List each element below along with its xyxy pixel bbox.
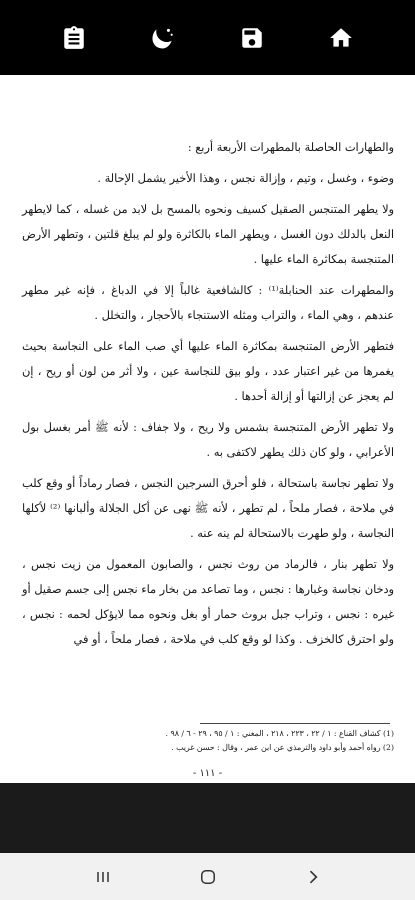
- moon-icon: [150, 25, 176, 51]
- clipboard-icon: [61, 25, 87, 51]
- paragraph: والطهارات الحاصلة بالمطهرات الأربعة أربع :: [187, 141, 394, 154]
- paragraph: والمطهرات عند الحنابلة⁽¹⁾ : كالشافعية غالباً إلا في الدباغ ، فإنه غير مطهر عندهم ، وهي الماء ، والتراب ومثله الاستنجاء بالأحجار ، والتخلل .: [22, 284, 394, 322]
- home-circle-icon: [198, 867, 218, 887]
- paragraph: وضوء ، وغسل ، وتيم ، وإزالة نجس ، وهذا الأخير يشمل الإحالة .: [97, 172, 394, 185]
- home-icon: [328, 25, 354, 51]
- paragraph: ولا يطهر المتنجس الصقيل كسيف ونحوه بالمسح بل لابد من غسله ، كما لايطهر النعل بالدلك دون الغسل ، ويطهر الماء بالكاثرة ولو لم يبلغ قلتين ، وتطهر الأرض المتنجسة بمكاثرة الماء عليها .: [22, 203, 394, 266]
- save-icon: [239, 25, 265, 51]
- back-button[interactable]: [291, 859, 335, 895]
- recent-apps-icon: [93, 867, 113, 887]
- system-nav-bar: [0, 853, 415, 900]
- footnote: (2) رواه أحمد وأبو داود والترمذي عن ابن عمر ، وقال : حسن غريب .: [171, 743, 394, 752]
- back-chevron-icon: [303, 867, 323, 887]
- system-home-button[interactable]: [186, 859, 230, 895]
- clipboard-button[interactable]: [54, 18, 94, 58]
- bottom-bar: [0, 783, 415, 853]
- night-mode-button[interactable]: [143, 18, 183, 58]
- home-button[interactable]: [321, 18, 361, 58]
- paragraph: فتطهر الأرض المتنجسة بمكاثرة الماء عليها أي صب الماء على النجاسة بحيث يغمرها من غير اعتبار عدد ، ولو بيق للنجاسة عين ، ولا أثر من لون أو ريح ، إن لم يعجز عن إزالتها أو إزالة أحدها .: [22, 340, 394, 403]
- paragraph: ولا تطهر الأرض المتنجسة بشمس ولا ريح ، ولا جفاف : لأنه ﷺ أمر بغسل بول الأعرابي ، ولو كان ذلك يطهر لاكتفى به .: [22, 421, 394, 459]
- footnote: (1) كشاف القناع : ١ / ٢٢ ، ٢٢٣ ، ٢١٨ ، المغني : ١ / ٩٥ ، ٢٩ - ٦ / ٩٨ .: [165, 729, 394, 738]
- top-toolbar: [0, 0, 415, 75]
- save-button[interactable]: [232, 18, 272, 58]
- paragraph: ولا تطهر بنار ، فالرماد من روث نجس ، والصابون المعمول من زيت نجس ، ودخان نجاسة وغبارها : نجس ، وما تصاعد من بخار ماء نجس إلى جسم صقيل أو غيره : نجس ، وتراب جبل بروث حمار أو بغل ونحوه مما لايؤكل لحمه : نجس ، ولو احترق كالخزف . وكذا لو وقع كلب في ملاحة ، فصار ملحاً ، أو في: [22, 558, 394, 646]
- footnotes: [22, 727, 394, 755]
- recent-apps-button[interactable]: [81, 859, 125, 895]
- footnote-divider: [200, 723, 390, 724]
- book-page[interactable]: [0, 75, 415, 783]
- page-text: [22, 135, 394, 658]
- page-number: - ١١١ -: [192, 768, 223, 779]
- paragraph: ولا تطهر نجاسة باستحالة ، فلو أحرق السرجين النجس ، فصار رماداً أو وقع كلب في ملاحة ، فصار ملحاً ، لم تطهر ، لأنه ﷺ نهى عن أكل الجلالة وألبانها ⁽²⁾ لأكلها النجاسة ، ولو طهرت بالاستحالة لم ينه عنه .: [22, 477, 395, 540]
